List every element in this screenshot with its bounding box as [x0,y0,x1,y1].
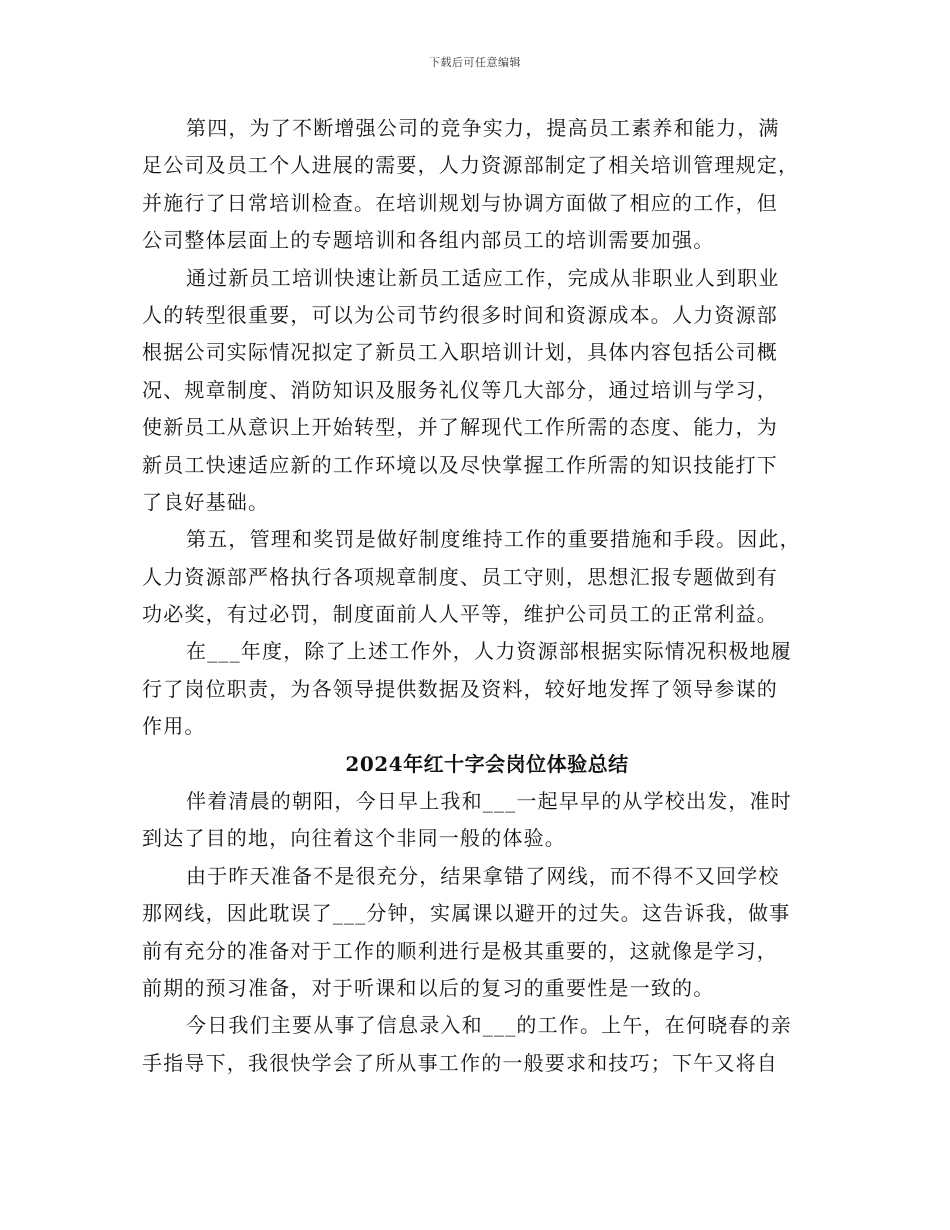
paragraph-line: 足公司及员工个人进展的需要，人力资源部制定了相关培训管理规定， [142,153,800,178]
paragraph-line: 行了岗位职责，为各领导提供数据及资料，较好地发挥了领导参谋的 [142,676,778,701]
paragraph-line: 根据公司实际情况拟定了新员工入职培训计划，具体内容包括公司概 [142,340,778,365]
section-title: 2024年红十字会岗位体验总结 [345,751,629,776]
paragraph-line: 伴着清晨的朝阳，今日早上我和___一起早早的从学校出发，准时 [186,789,792,814]
paragraph-line: 并施行了日常培训检查。在培训规划与协调方面做了相应的工作，但 [142,190,778,215]
paragraph-line: 通过新员工培训快速让新员工适应工作，完成从非职业人到职业 [186,265,780,290]
paragraph-line: 公司整体层面上的专题培训和各组内部员工的培训需要加强。 [142,228,715,253]
paragraph-line: 第四，为了不断增强公司的竞争实力，提高员工素养和能力，满 [186,116,780,140]
paragraph-line: 了良好基础。 [142,489,270,514]
paragraph-line: 第五，管理和奖罚是做好制度维持工作的重要措施和手段。因此， [186,527,801,552]
paragraph-line: 前有充分的准备对于工作的顺利进行是极其重要的，这就像是学习， [142,938,778,963]
paragraph-line: 那网线，因此耽误了___分钟，实属课以避开的过失。这告诉我，做事 [142,901,791,926]
paragraph-line: 手指导下，我很快学会了所从事工作的一般要求和技巧；下午又将自 [142,1050,778,1075]
paragraph-line: 由于昨天准备不是很充分，结果拿错了网线，而不得不又回学校 [186,863,780,888]
paragraph-line: 功必奖，有过必罚，制度面前人人平等，维护公司员工的正常利益。 [142,602,778,627]
paragraph-line: 作用。 [142,714,206,739]
paragraph-line: 在___年度，除了上述工作外，人力资源部根据实际情况积极地履 [186,639,792,664]
page-header-note: 下载后可任意编辑 [429,56,521,69]
paragraph-line: 今日我们主要从事了信息录入和___的工作。上午，在何晓春的亲 [186,1013,792,1038]
paragraph-line: 人的转型很重要，可以为公司节约很多时间和资源成本。人力资源部 [142,302,778,327]
document-body [142,110,832,1082]
paragraph-line: 人力资源部严格执行各项规章制度、员工守则，思想汇报专题做到有 [142,564,778,589]
paragraph-line: 况、规章制度、消防知识及服务礼仪等几大部分，通过培训与学习， [142,377,778,402]
paragraph-line: 新员工快速适应新的工作环境以及尽快掌握工作所需的知识技能打下 [142,452,778,477]
paragraph-line: 前期的预习准备，对于听课和以后的复习的重要性是一致的。 [142,975,715,1000]
paragraph-line: 到达了目的地，向往着这个非同一般的体验。 [142,826,566,851]
paragraph-line: 使新员工从意识上开始转型，并了解现代工作所需的态度、能力，为 [142,415,778,440]
